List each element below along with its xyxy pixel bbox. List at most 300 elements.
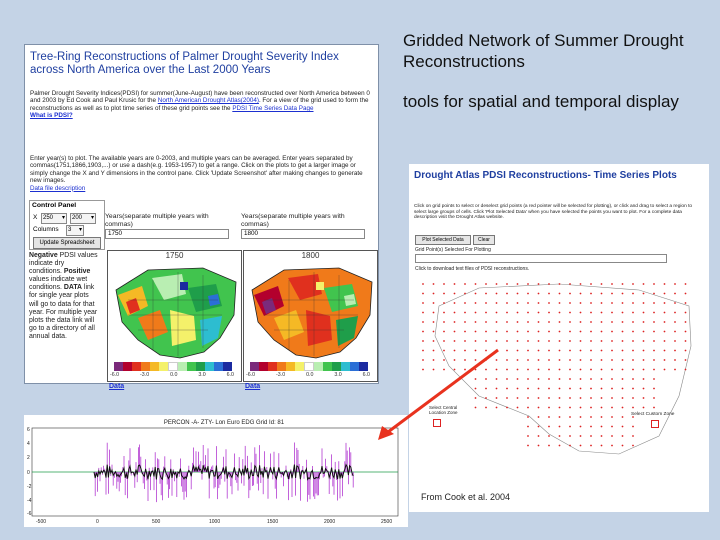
grid-point[interactable] xyxy=(580,340,582,342)
grid-point[interactable] xyxy=(464,283,466,285)
pdsi-map-1800[interactable] xyxy=(243,250,378,382)
grid-point[interactable] xyxy=(527,435,529,437)
what-is-pdsi-link[interactable]: What is PDSI? xyxy=(30,112,73,120)
grid-point[interactable] xyxy=(569,283,571,285)
grid-point[interactable] xyxy=(548,359,550,361)
grid-point[interactable] xyxy=(580,331,582,333)
grid-point[interactable] xyxy=(611,283,613,285)
grid-point[interactable] xyxy=(611,340,613,342)
grid-point[interactable] xyxy=(643,283,645,285)
grid-point[interactable] xyxy=(632,426,634,428)
grid-point[interactable] xyxy=(475,321,477,323)
grid-point[interactable] xyxy=(622,369,624,371)
grid-point[interactable] xyxy=(601,378,603,380)
grid-points-field[interactable] xyxy=(415,254,667,263)
grid-point[interactable] xyxy=(569,407,571,409)
grid-point[interactable] xyxy=(674,302,676,304)
grid-point[interactable] xyxy=(548,378,550,380)
update-spreadsheet-button[interactable]: Update Spreadsheet xyxy=(33,237,101,249)
grid-point[interactable] xyxy=(622,283,624,285)
grid-point[interactable] xyxy=(506,331,508,333)
grid-point[interactable] xyxy=(611,293,613,295)
grid-point[interactable] xyxy=(622,378,624,380)
grid-point[interactable] xyxy=(653,369,655,371)
grid-point[interactable] xyxy=(643,331,645,333)
grid-point[interactable] xyxy=(569,397,571,399)
grid-point[interactable] xyxy=(527,302,529,304)
grid-point[interactable] xyxy=(632,293,634,295)
grid-point[interactable] xyxy=(601,302,603,304)
grid-point[interactable] xyxy=(422,293,424,295)
grid-point[interactable] xyxy=(685,359,687,361)
data-file-description-link[interactable]: Data file description xyxy=(30,184,86,192)
grid-point[interactable] xyxy=(601,359,603,361)
grid-point[interactable] xyxy=(653,302,655,304)
grid-point[interactable] xyxy=(433,321,435,323)
grid-point[interactable] xyxy=(580,445,582,447)
grid-point[interactable] xyxy=(517,321,519,323)
grid-point[interactable] xyxy=(580,426,582,428)
grid-point[interactable] xyxy=(538,426,540,428)
grid-point[interactable] xyxy=(443,312,445,314)
grid-point[interactable] xyxy=(643,312,645,314)
grid-point[interactable] xyxy=(548,340,550,342)
grid-point[interactable] xyxy=(601,293,603,295)
grid-point[interactable] xyxy=(590,388,592,390)
select-custom-zone-checkbox[interactable] xyxy=(651,420,659,428)
grid-point[interactable] xyxy=(590,312,592,314)
grid-point[interactable] xyxy=(475,312,477,314)
grid-point[interactable] xyxy=(622,302,624,304)
grid-point[interactable] xyxy=(653,283,655,285)
grid-point[interactable] xyxy=(517,331,519,333)
grid-point[interactable] xyxy=(622,293,624,295)
grid-point[interactable] xyxy=(580,397,582,399)
grid-point[interactable] xyxy=(601,426,603,428)
grid-point[interactable] xyxy=(622,359,624,361)
grid-point[interactable] xyxy=(433,302,435,304)
download-text[interactable]: Click to download text files of PDSI reconstructions. xyxy=(415,266,530,272)
grid-point[interactable] xyxy=(632,378,634,380)
grid-point[interactable] xyxy=(622,312,624,314)
grid-point[interactable] xyxy=(496,321,498,323)
grid-point[interactable] xyxy=(548,397,550,399)
grid-point[interactable] xyxy=(475,283,477,285)
grid-point[interactable] xyxy=(454,293,456,295)
grid-point[interactable] xyxy=(538,302,540,304)
grid-point[interactable] xyxy=(590,445,592,447)
grid-point[interactable] xyxy=(601,350,603,352)
grid-point[interactable] xyxy=(517,340,519,342)
grid-point[interactable] xyxy=(527,312,529,314)
grid-point[interactable] xyxy=(559,397,561,399)
grid-point[interactable] xyxy=(664,302,666,304)
grid-point[interactable] xyxy=(664,283,666,285)
grid-point[interactable] xyxy=(580,321,582,323)
grid-point[interactable] xyxy=(590,340,592,342)
grid-point[interactable] xyxy=(538,293,540,295)
grid-point[interactable] xyxy=(538,340,540,342)
grid-point[interactable] xyxy=(569,321,571,323)
grid-point[interactable] xyxy=(548,350,550,352)
grid-point[interactable] xyxy=(527,283,529,285)
grid-point[interactable] xyxy=(538,312,540,314)
grid-point[interactable] xyxy=(580,359,582,361)
grid-point[interactable] xyxy=(559,407,561,409)
grid-point[interactable] xyxy=(632,397,634,399)
grid-point[interactable] xyxy=(611,445,613,447)
grid-point[interactable] xyxy=(685,340,687,342)
grid-point[interactable] xyxy=(475,302,477,304)
grid-point[interactable] xyxy=(559,350,561,352)
grid-point[interactable] xyxy=(611,416,613,418)
grid-point[interactable] xyxy=(622,426,624,428)
grid-point[interactable] xyxy=(496,293,498,295)
grid-point[interactable] xyxy=(464,293,466,295)
grid-point[interactable] xyxy=(611,388,613,390)
grid-point[interactable] xyxy=(464,321,466,323)
grid-point[interactable] xyxy=(664,312,666,314)
grid-point[interactable] xyxy=(538,388,540,390)
grid-point[interactable] xyxy=(632,283,634,285)
grid-point[interactable] xyxy=(664,359,666,361)
grid-point[interactable] xyxy=(685,312,687,314)
grid-point[interactable] xyxy=(611,369,613,371)
grid-point[interactable] xyxy=(632,340,634,342)
grid-point[interactable] xyxy=(580,350,582,352)
grid-point[interactable] xyxy=(685,369,687,371)
grid-point[interactable] xyxy=(601,312,603,314)
grid-point[interactable] xyxy=(527,388,529,390)
year-input-1[interactable]: 1750 xyxy=(105,229,229,239)
grid-point[interactable] xyxy=(538,331,540,333)
grid-point[interactable] xyxy=(664,350,666,352)
grid-point[interactable] xyxy=(580,388,582,390)
grid-point[interactable] xyxy=(590,321,592,323)
grid-point[interactable] xyxy=(632,321,634,323)
grid-point[interactable] xyxy=(622,388,624,390)
grid-point[interactable] xyxy=(601,416,603,418)
grid-point[interactable] xyxy=(664,321,666,323)
grid-point[interactable] xyxy=(559,445,561,447)
grid-point[interactable] xyxy=(527,426,529,428)
grid-point[interactable] xyxy=(422,312,424,314)
grid-point[interactable] xyxy=(580,378,582,380)
grid-point[interactable] xyxy=(590,426,592,428)
grid-point[interactable] xyxy=(548,445,550,447)
grid-point[interactable] xyxy=(527,445,529,447)
grid-point[interactable] xyxy=(464,312,466,314)
grid-point[interactable] xyxy=(422,321,424,323)
grid-point[interactable] xyxy=(559,416,561,418)
grid-point[interactable] xyxy=(643,321,645,323)
grid-point[interactable] xyxy=(601,445,603,447)
grid-point[interactable] xyxy=(517,350,519,352)
grid-point[interactable] xyxy=(454,312,456,314)
grid-point[interactable] xyxy=(569,340,571,342)
grid-point[interactable] xyxy=(674,350,676,352)
grid-point[interactable] xyxy=(569,426,571,428)
grid-point[interactable] xyxy=(527,407,529,409)
grid-point[interactable] xyxy=(538,359,540,361)
grid-point[interactable] xyxy=(548,435,550,437)
plot-selected-data-button[interactable]: Plot Selected Data xyxy=(415,235,471,245)
grid-point[interactable] xyxy=(559,293,561,295)
grid-point[interactable] xyxy=(475,331,477,333)
grid-point[interactable] xyxy=(590,331,592,333)
grid-point[interactable] xyxy=(548,312,550,314)
grid-point[interactable] xyxy=(527,397,529,399)
grid-point[interactable] xyxy=(653,388,655,390)
grid-point[interactable] xyxy=(464,302,466,304)
grid-point[interactable] xyxy=(611,426,613,428)
grid-point[interactable] xyxy=(653,350,655,352)
grid-point[interactable] xyxy=(559,369,561,371)
grid-point[interactable] xyxy=(601,397,603,399)
grid-point[interactable] xyxy=(443,321,445,323)
y-dimension-select[interactable] xyxy=(70,213,96,224)
grid-point[interactable] xyxy=(622,340,624,342)
grid-point[interactable] xyxy=(601,407,603,409)
grid-point[interactable] xyxy=(506,312,508,314)
grid-point[interactable] xyxy=(485,321,487,323)
grid-point[interactable] xyxy=(517,359,519,361)
grid-point[interactable] xyxy=(601,321,603,323)
grid-point[interactable] xyxy=(580,293,582,295)
grid-point[interactable] xyxy=(569,293,571,295)
north-american-drought-atlas-link[interactable]: North American Drought Atlas(2004) xyxy=(157,97,259,105)
grid-point[interactable] xyxy=(653,359,655,361)
grid-point[interactable] xyxy=(517,397,519,399)
grid-point[interactable] xyxy=(674,369,676,371)
grid-point[interactable] xyxy=(496,312,498,314)
grid-point[interactable] xyxy=(422,302,424,304)
grid-point[interactable] xyxy=(632,350,634,352)
grid-point[interactable] xyxy=(643,302,645,304)
grid-point[interactable] xyxy=(674,340,676,342)
grid-point[interactable] xyxy=(548,388,550,390)
data-link-1750[interactable]: Data xyxy=(109,383,125,390)
grid-point[interactable] xyxy=(496,302,498,304)
grid-point[interactable] xyxy=(506,302,508,304)
grid-point[interactable] xyxy=(527,331,529,333)
grid-point[interactable] xyxy=(433,312,435,314)
grid-point[interactable] xyxy=(653,293,655,295)
grid-point[interactable] xyxy=(590,350,592,352)
grid-point[interactable] xyxy=(538,321,540,323)
grid-point[interactable] xyxy=(559,359,561,361)
data-link-1800[interactable]: Data xyxy=(245,383,261,390)
grid-point[interactable] xyxy=(632,435,634,437)
grid-point[interactable] xyxy=(664,331,666,333)
grid-point[interactable] xyxy=(580,416,582,418)
grid-point[interactable] xyxy=(527,378,529,380)
x-dimension-select[interactable] xyxy=(41,213,67,224)
grid-point[interactable] xyxy=(559,321,561,323)
grid-point[interactable] xyxy=(653,407,655,409)
grid-point[interactable] xyxy=(538,350,540,352)
grid-point[interactable] xyxy=(601,331,603,333)
grid-point[interactable] xyxy=(580,407,582,409)
grid-point[interactable] xyxy=(559,426,561,428)
grid-point[interactable] xyxy=(632,359,634,361)
grid-point[interactable] xyxy=(527,416,529,418)
grid-point[interactable] xyxy=(548,369,550,371)
grid-point[interactable] xyxy=(643,350,645,352)
grid-point[interactable] xyxy=(527,321,529,323)
grid-point[interactable] xyxy=(632,312,634,314)
grid-point[interactable] xyxy=(538,397,540,399)
pdsi-map-1750[interactable] xyxy=(107,250,242,382)
grid-point[interactable] xyxy=(559,331,561,333)
grid-point[interactable] xyxy=(685,283,687,285)
grid-point[interactable] xyxy=(685,331,687,333)
grid-point[interactable] xyxy=(538,416,540,418)
grid-point[interactable] xyxy=(622,445,624,447)
grid-point[interactable] xyxy=(580,283,582,285)
grid-point[interactable] xyxy=(422,331,424,333)
grid-point[interactable] xyxy=(622,331,624,333)
grid-point[interactable] xyxy=(611,321,613,323)
grid-point[interactable] xyxy=(590,416,592,418)
year-input-2[interactable]: 1800 xyxy=(241,229,365,239)
grid-point[interactable] xyxy=(548,283,550,285)
grid-point[interactable] xyxy=(674,321,676,323)
grid-point[interactable] xyxy=(653,397,655,399)
grid-point[interactable] xyxy=(611,397,613,399)
grid-point[interactable] xyxy=(643,293,645,295)
clear-button[interactable]: Clear xyxy=(473,235,495,245)
grid-point[interactable] xyxy=(548,321,550,323)
grid-point[interactable] xyxy=(548,426,550,428)
grid-point[interactable] xyxy=(622,435,624,437)
grid-point[interactable] xyxy=(590,407,592,409)
grid-point[interactable] xyxy=(569,445,571,447)
grid-point[interactable] xyxy=(590,293,592,295)
grid-point[interactable] xyxy=(538,378,540,380)
grid-point[interactable] xyxy=(454,331,456,333)
grid-point[interactable] xyxy=(611,302,613,304)
grid-point[interactable] xyxy=(611,435,613,437)
grid-point[interactable] xyxy=(632,369,634,371)
grid-point[interactable] xyxy=(622,321,624,323)
grid-point[interactable] xyxy=(611,350,613,352)
grid-point[interactable] xyxy=(622,407,624,409)
grid-point[interactable] xyxy=(433,283,435,285)
grid-point[interactable] xyxy=(559,388,561,390)
grid-point[interactable] xyxy=(517,283,519,285)
grid-point[interactable] xyxy=(580,302,582,304)
grid-point[interactable] xyxy=(601,340,603,342)
grid-point[interactable] xyxy=(685,350,687,352)
grid-point[interactable] xyxy=(433,331,435,333)
grid-point[interactable] xyxy=(569,331,571,333)
time-series-data-page-link[interactable]: PDSI Time Series Data Page xyxy=(232,104,314,112)
grid-point[interactable] xyxy=(674,312,676,314)
grid-point[interactable] xyxy=(538,445,540,447)
grid-point[interactable] xyxy=(590,302,592,304)
grid-point[interactable] xyxy=(685,302,687,304)
grid-point[interactable] xyxy=(622,397,624,399)
grid-point[interactable] xyxy=(632,407,634,409)
grid-point[interactable] xyxy=(569,359,571,361)
grid-point[interactable] xyxy=(569,369,571,371)
grid-point[interactable] xyxy=(632,388,634,390)
grid-point[interactable] xyxy=(506,283,508,285)
grid-point[interactable] xyxy=(601,283,603,285)
grid-point[interactable] xyxy=(517,293,519,295)
grid-point[interactable] xyxy=(590,283,592,285)
grid-point[interactable] xyxy=(538,283,540,285)
grid-point[interactable] xyxy=(559,312,561,314)
grid-point[interactable] xyxy=(559,435,561,437)
grid-point[interactable] xyxy=(664,340,666,342)
grid-point[interactable] xyxy=(527,340,529,342)
grid-point[interactable] xyxy=(643,378,645,380)
grid-point[interactable] xyxy=(517,407,519,409)
grid-point[interactable] xyxy=(632,445,634,447)
grid-point[interactable] xyxy=(433,293,435,295)
grid-point[interactable] xyxy=(569,350,571,352)
grid-point[interactable] xyxy=(538,369,540,371)
grid-point[interactable] xyxy=(517,302,519,304)
grid-point[interactable] xyxy=(485,293,487,295)
grid-point[interactable] xyxy=(569,435,571,437)
grid-point[interactable] xyxy=(517,312,519,314)
grid-point[interactable] xyxy=(559,302,561,304)
grid-point[interactable] xyxy=(580,369,582,371)
grid-point[interactable] xyxy=(569,416,571,418)
grid-point[interactable] xyxy=(653,321,655,323)
grid-point[interactable] xyxy=(590,435,592,437)
grid-point[interactable] xyxy=(664,293,666,295)
grid-point[interactable] xyxy=(527,369,529,371)
grid-point[interactable] xyxy=(506,293,508,295)
grid-point[interactable] xyxy=(496,283,498,285)
grid-point[interactable] xyxy=(590,397,592,399)
grid-point[interactable] xyxy=(611,359,613,361)
grid-point[interactable] xyxy=(485,331,487,333)
grid-point[interactable] xyxy=(622,350,624,352)
grid-point[interactable] xyxy=(643,369,645,371)
grid-point[interactable] xyxy=(611,407,613,409)
grid-point[interactable] xyxy=(475,293,477,295)
grid-point[interactable] xyxy=(601,369,603,371)
grid-point[interactable] xyxy=(527,359,529,361)
grid-point[interactable] xyxy=(632,302,634,304)
grid-point[interactable] xyxy=(569,302,571,304)
grid-point[interactable] xyxy=(674,293,676,295)
grid-point[interactable] xyxy=(622,416,624,418)
grid-point[interactable] xyxy=(506,321,508,323)
grid-point[interactable] xyxy=(590,378,592,380)
grid-point[interactable] xyxy=(653,340,655,342)
grid-point[interactable] xyxy=(517,369,519,371)
grid-point[interactable] xyxy=(443,293,445,295)
grid-point[interactable] xyxy=(538,435,540,437)
grid-point[interactable] xyxy=(454,302,456,304)
grid-point[interactable] xyxy=(559,283,561,285)
grid-point[interactable] xyxy=(611,331,613,333)
grid-point[interactable] xyxy=(643,359,645,361)
grid-point[interactable] xyxy=(590,359,592,361)
grid-point[interactable] xyxy=(454,321,456,323)
grid-point[interactable] xyxy=(601,388,603,390)
grid-point[interactable] xyxy=(643,388,645,390)
grid-point[interactable] xyxy=(454,283,456,285)
grid-point[interactable] xyxy=(443,331,445,333)
grid-point[interactable] xyxy=(569,312,571,314)
